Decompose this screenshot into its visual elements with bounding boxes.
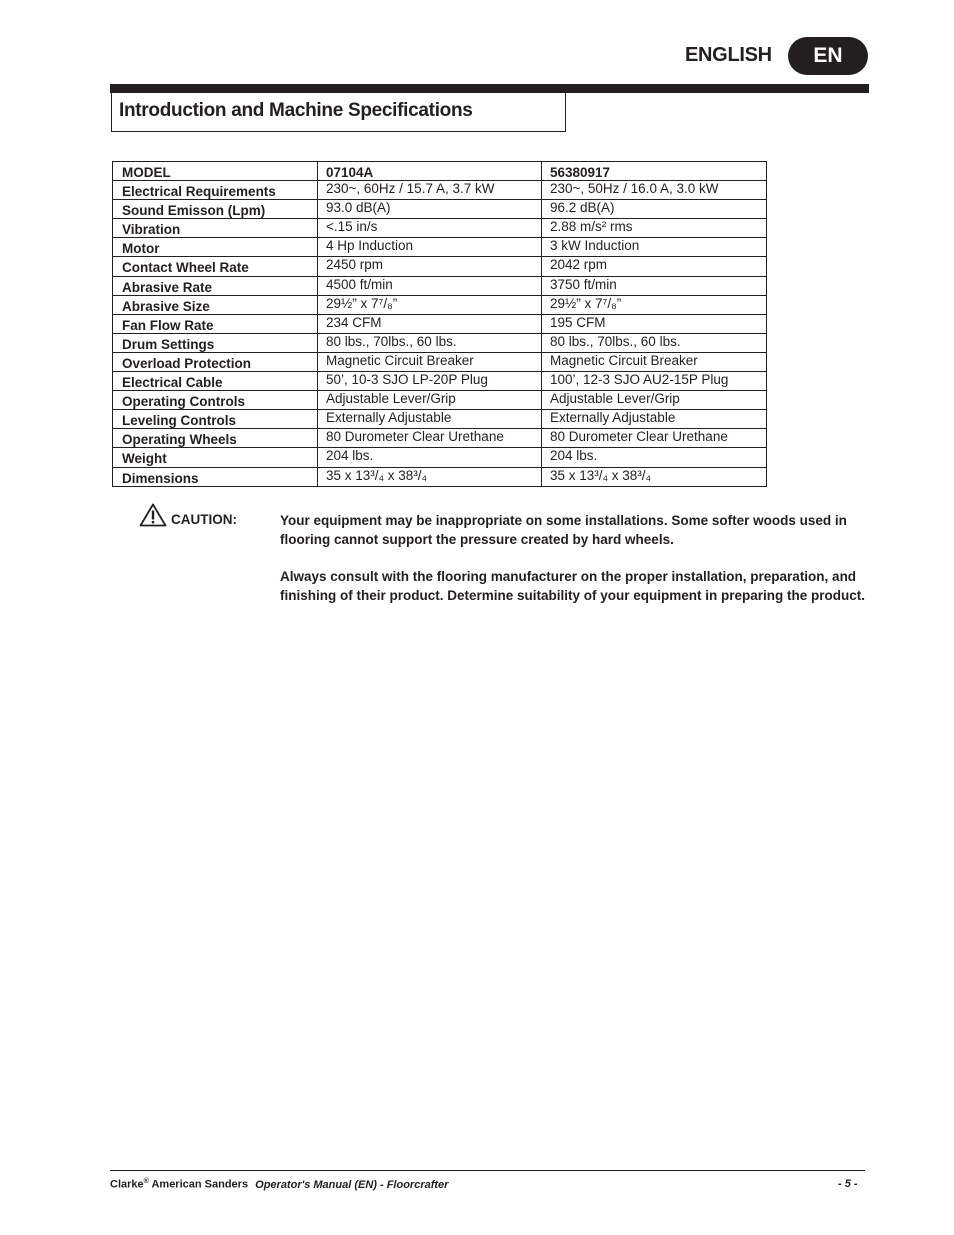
- table-row: [113, 410, 767, 429]
- table-row: [113, 238, 767, 257]
- spec-value-07104a: 2450 rpm: [318, 257, 542, 276]
- section-title-box: [111, 93, 566, 132]
- spec-value-07104a: 204 lbs.: [318, 448, 542, 467]
- spec-value-56380917: 2042 rpm: [542, 257, 767, 276]
- table-row: [113, 391, 767, 410]
- section-title: Introduction and Machine Specifications: [119, 100, 473, 121]
- spec-label: Contact Wheel Rate: [113, 257, 318, 276]
- table-row: [113, 257, 767, 276]
- footer-manual-info: [110, 1178, 448, 1191]
- table-row: [113, 467, 767, 486]
- spec-value-07104a: 35 x 13³/₄ x 38³/₄: [318, 467, 542, 486]
- spec-label: Dimensions: [113, 467, 318, 486]
- spec-value-07104a: 80 lbs., 70lbs., 60 lbs.: [318, 333, 542, 352]
- table-row: [113, 372, 767, 391]
- warning-triangle-icon: [139, 503, 167, 527]
- spec-value-56380917: 96.2 dB(A): [542, 200, 767, 219]
- spec-label: Vibration: [113, 219, 318, 238]
- spec-value-07104a: Externally Adjustable: [318, 410, 542, 429]
- table-row: [113, 181, 767, 200]
- header-cell-model: MODEL: [113, 162, 318, 181]
- language-code: EN: [813, 44, 843, 67]
- table-row: [113, 429, 767, 448]
- header-cell-model-b: 56380917: [542, 162, 767, 181]
- spec-value-07104a: Adjustable Lever/Grip: [318, 391, 542, 410]
- spec-label: Weight: [113, 448, 318, 467]
- specifications-table: [112, 161, 767, 487]
- table-row: [113, 200, 767, 219]
- spec-value-56380917: 230~, 50Hz / 16.0 A, 3.0 kW: [542, 181, 767, 200]
- header-cell-model-a: 07104A: [318, 162, 542, 181]
- spec-label: Sound Emisson (Lpm): [113, 200, 318, 219]
- language-label: ENGLISH: [685, 44, 772, 66]
- caution-paragraph-1: Your equipment may be inappropriate on some installations. Some softer woods used in flooring cannot support the pressure created by hard wheels.: [280, 513, 847, 547]
- table-row: [113, 276, 767, 295]
- spec-label: Motor: [113, 238, 318, 257]
- spec-label: Overload Protection: [113, 352, 318, 371]
- spec-label: Electrical Cable: [113, 372, 318, 391]
- table-row: [113, 333, 767, 352]
- spec-label: Abrasive Rate: [113, 276, 318, 295]
- footer-brand-mark: ®: [143, 1178, 149, 1185]
- spec-label: Operating Wheels: [113, 429, 318, 448]
- table-row: [113, 295, 767, 314]
- caution-paragraph-2: Always consult with the flooring manufacturer on the proper installation, preparation, and finishing of their product. Determine suitability of your equipment in preparing the product.: [280, 569, 866, 603]
- spec-label: Fan Flow Rate: [113, 314, 318, 333]
- spec-value-07104a: 230~, 60Hz / 15.7 A, 3.7 kW: [318, 181, 542, 200]
- spec-value-07104a: <.15 in/s: [318, 219, 542, 238]
- spec-value-56380917: Externally Adjustable: [542, 410, 767, 429]
- spec-value-56380917: 3750 ft/min: [542, 276, 767, 295]
- table-row: [113, 219, 767, 238]
- spec-value-56380917: 3 kW Induction: [542, 238, 767, 257]
- table-row: [113, 352, 767, 371]
- spec-value-56380917: 100’, 12-3 SJO AU2-15P Plug: [542, 372, 767, 391]
- language-badge: [788, 37, 868, 75]
- table-header-row: [113, 162, 767, 181]
- footer-rule: [110, 1170, 865, 1171]
- spec-value-56380917: 35 x 13³/₄ x 38³/₄: [542, 467, 767, 486]
- spec-value-56380917: 2.88 m/s² rms: [542, 219, 767, 238]
- spec-value-07104a: 93.0 dB(A): [318, 200, 542, 219]
- footer-company: American Sanders: [151, 1178, 249, 1191]
- spec-value-56380917: 195 CFM: [542, 314, 767, 333]
- spec-value-07104a: Magnetic Circuit Breaker: [318, 352, 542, 371]
- spec-value-56380917: 80 lbs., 70lbs., 60 lbs.: [542, 333, 767, 352]
- header-rule: [110, 84, 869, 93]
- spec-label: Abrasive Size: [113, 295, 318, 314]
- spec-value-56380917: Adjustable Lever/Grip: [542, 391, 767, 410]
- caution-label: CAUTION:: [171, 512, 237, 527]
- spec-label: Operating Controls: [113, 391, 318, 410]
- table-row: [113, 448, 767, 467]
- spec-value-07104a: 4500 ft/min: [318, 276, 542, 295]
- spec-value-07104a: 50’, 10-3 SJO LP-20P Plug: [318, 372, 542, 391]
- spec-label: Leveling Controls: [113, 410, 318, 429]
- spec-value-07104a: 234 CFM: [318, 314, 542, 333]
- footer-manual-title: Operator's Manual (EN) - Floorcrafter: [255, 1178, 449, 1191]
- spec-label: Drum Settings: [113, 333, 318, 352]
- caution-text: [280, 511, 870, 605]
- table-row: [113, 314, 767, 333]
- spec-value-56380917: 80 Durometer Clear Urethane: [542, 429, 767, 448]
- spec-value-07104a: 4 Hp Induction: [318, 238, 542, 257]
- page-number: - 5 -: [838, 1178, 858, 1190]
- spec-value-56380917: Magnetic Circuit Breaker: [542, 352, 767, 371]
- spec-value-07104a: 80 Durometer Clear Urethane: [318, 429, 542, 448]
- spec-value-56380917: 204 lbs.: [542, 448, 767, 467]
- spec-label: Electrical Requirements: [113, 181, 318, 200]
- footer-brand: Clarke: [110, 1178, 144, 1191]
- spec-value-07104a: 29½” x 7⁷/₈”: [318, 295, 542, 314]
- spec-value-56380917: 29½” x 7⁷/₈”: [542, 295, 767, 314]
